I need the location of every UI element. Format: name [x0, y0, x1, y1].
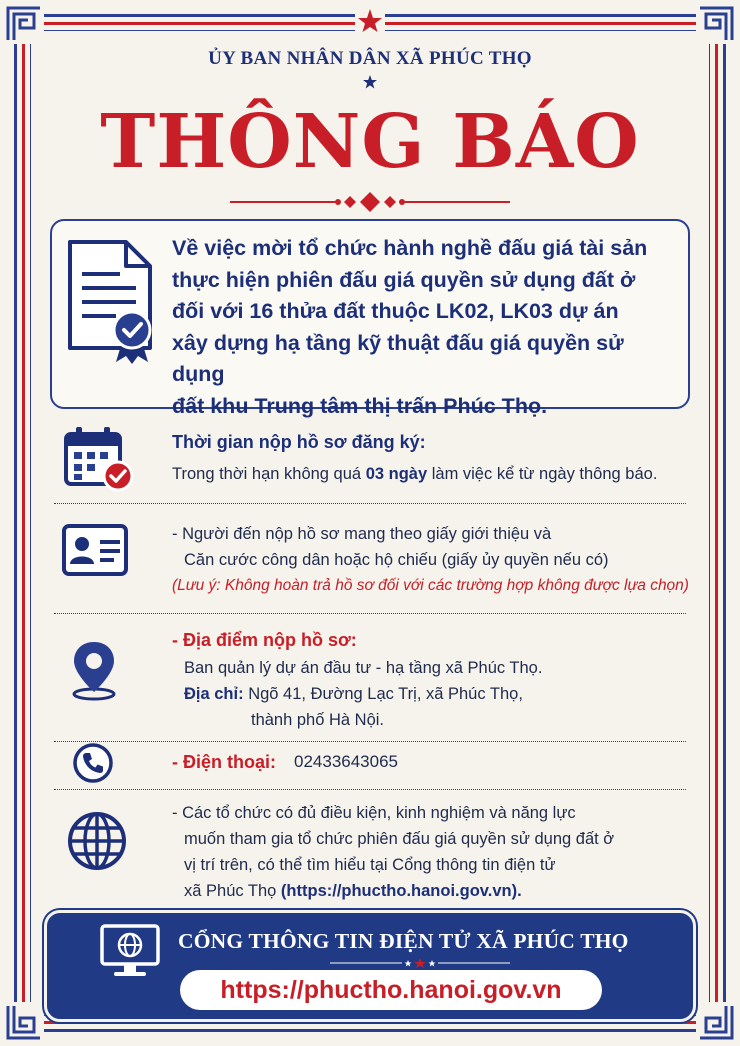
address-line-1: Ngõ 41, Đường Lạc Trị, xã Phúc Thọ,: [248, 685, 523, 703]
phone-label: - Điện thoại:: [172, 752, 276, 772]
divider: [54, 613, 686, 614]
corner-ornament-icon: [696, 4, 736, 44]
subject-line: thực hiện phiên đấu giá quyền sử dụng đất ở: [172, 267, 636, 292]
page-title: THÔNG BÁO: [100, 99, 640, 185]
corner-ornament-icon: [696, 1002, 736, 1042]
divider: [54, 789, 686, 790]
deadline-text: [172, 461, 657, 487]
location-office: Ban quản lý dự án đầu tư - hạ tầng xã Phúc Thọ.: [184, 659, 543, 677]
divider: [54, 503, 686, 504]
subject-line: Về việc mời tổ chức hành nghề đấu giá tài sản: [172, 236, 648, 260]
documents-line-2: Căn cước công dân hoặc hộ chiếu (giấy ủy quyền nếu có): [184, 551, 609, 569]
deadline-text-before: Trong thời hạn không quá: [172, 465, 366, 483]
subject-line: xây dựng hạ tầng kỹ thuật đấu giá quyền sử dụng: [172, 330, 624, 386]
portal-url[interactable]: https://phuctho.hanoi.gov.vn: [180, 970, 602, 1010]
location-title: - Địa điểm nộp hồ sơ:: [172, 630, 357, 650]
subject-text: [172, 233, 682, 422]
info-line-3: vị trí trên, có thể tìm hiểu tại Cổng thông tin điện tử: [184, 856, 556, 874]
issuing-authority: ỦY BAN NHÂN DÂN XÃ PHÚC THỌ: [208, 48, 532, 69]
location-address: [184, 681, 523, 707]
corner-ornament-icon: [4, 4, 44, 44]
portal-link[interactable]: (https://phuctho.hanoi.gov.vn).: [280, 882, 522, 900]
address-line-2: thành phố Hà Nội.: [251, 711, 385, 729]
portal-title: CỔNG THÔNG TIN ĐIỆN TỬ XÃ PHÚC THỌ: [178, 929, 629, 953]
divider: [54, 741, 686, 742]
info-line-4-text: xã Phúc Thọ: [184, 882, 281, 900]
star-icon: [362, 74, 378, 90]
globe-icon: [66, 810, 128, 872]
info-line-1: - Các tổ chức có đủ điều kiện, kinh nghiệm và năng lực: [172, 804, 576, 822]
stars-divider-icon: [330, 958, 510, 968]
title-ornament-icon: [210, 190, 530, 214]
calendar-check-icon: [62, 424, 134, 492]
map-pin-icon: [66, 638, 122, 702]
certificate-document-icon: [64, 238, 160, 366]
star-icon: [355, 6, 385, 36]
monitor-globe-icon: [100, 924, 160, 980]
documents-line-1: - Người đến nộp hồ sơ mang theo giấy giới thiệu và: [172, 525, 552, 543]
deadline-text-after: làm việc kể từ ngày thông báo.: [427, 465, 658, 483]
id-card-icon: [62, 524, 128, 576]
subject-line: đất khu Trung tâm thị trấn Phúc Thọ.: [172, 393, 548, 418]
address-label: Địa chỉ:: [184, 685, 244, 703]
documents-note: (Lưu ý: Không hoàn trả hồ sơ đối với các trường hợp không được lựa chọn): [172, 577, 689, 594]
phone-icon: [72, 742, 114, 784]
corner-ornament-icon: [4, 1002, 44, 1042]
info-line-2: muốn tham gia tổ chức phiên đấu giá quyền sử dụng đất ở: [184, 830, 615, 848]
info-line-4: [184, 878, 522, 904]
subject-line: đối với 16 thửa đất thuộc LK02, LK03 dự án: [172, 299, 619, 323]
deadline-highlight: 03 ngày: [365, 465, 428, 483]
deadline-title: Thời gian nộp hồ sơ đăng ký:: [172, 432, 426, 452]
phone-number: 02433643065: [294, 752, 399, 771]
